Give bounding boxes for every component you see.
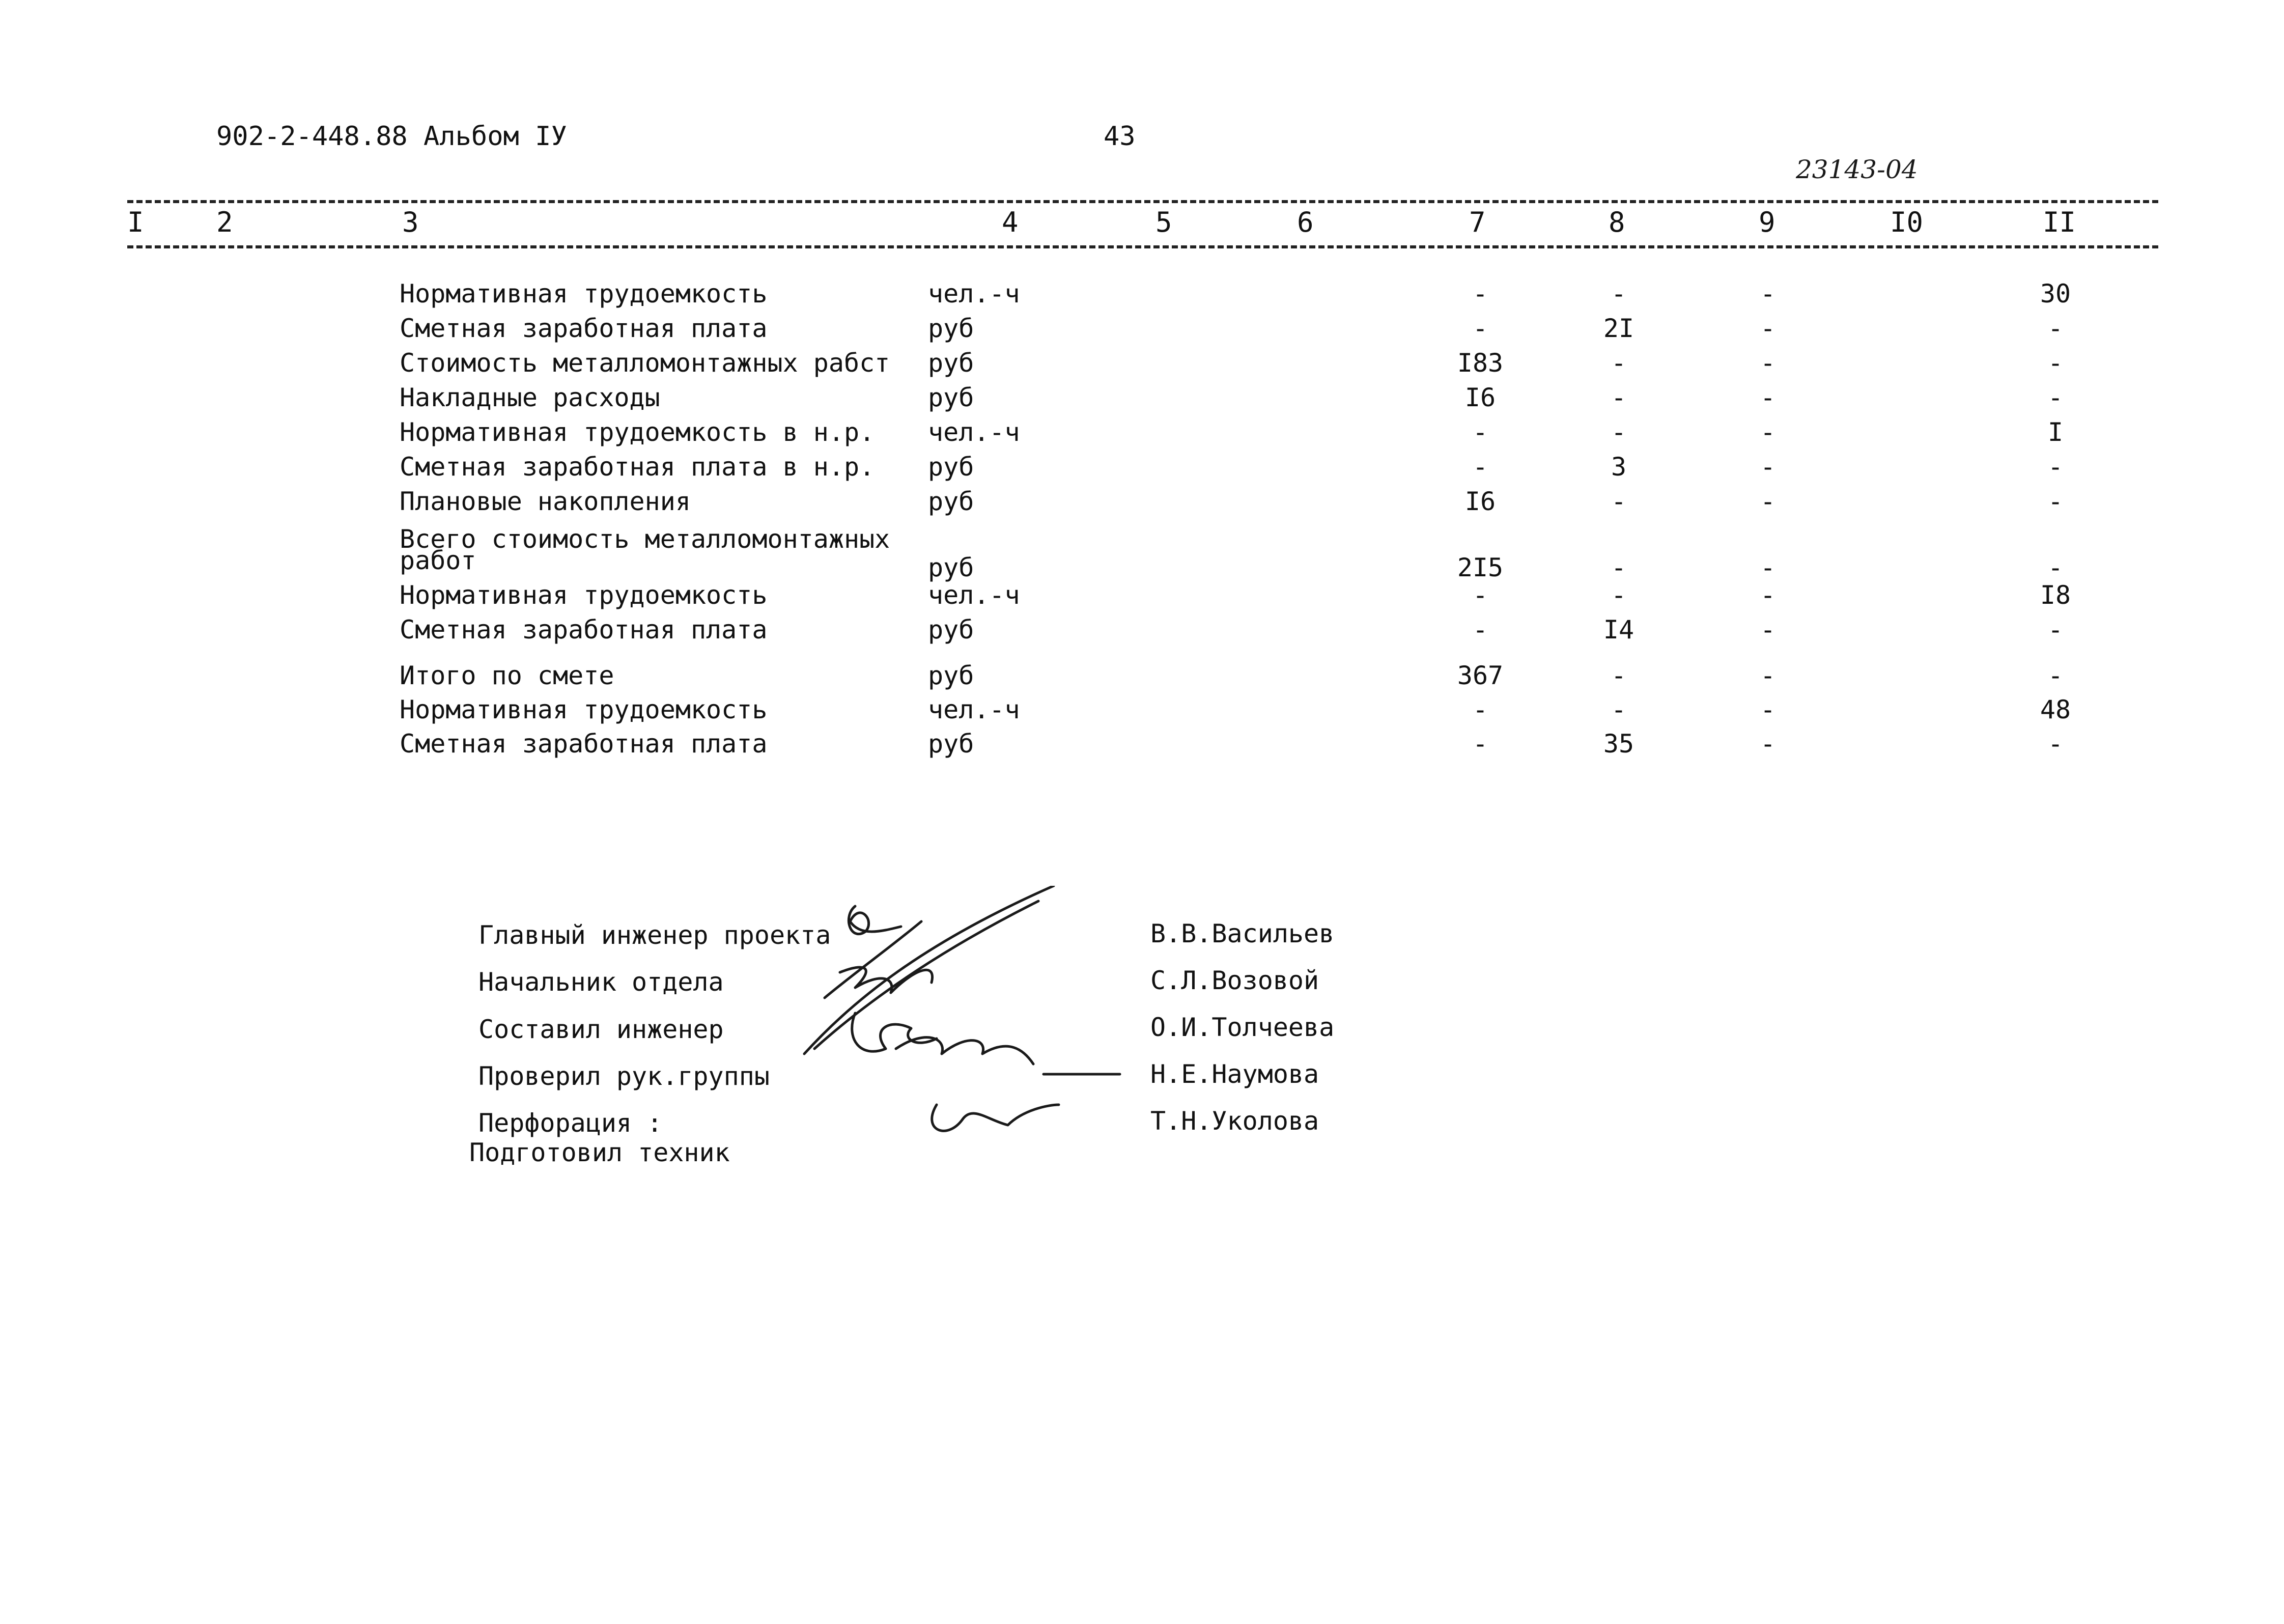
document-reference: 902-2-448.88 Альбом IУ xyxy=(216,121,567,152)
column-number: 4 xyxy=(1002,206,1019,238)
row-unit: чел.-ч xyxy=(928,580,1020,610)
signatory-title: Подготовил техник xyxy=(469,1138,730,1167)
row-value-col9: - xyxy=(1760,729,1776,759)
row-description: Сметная заработная плата xyxy=(400,314,768,343)
row-value-col11: - xyxy=(2047,615,2064,645)
column-number: 2 xyxy=(216,206,233,238)
row-description-continued: работ xyxy=(400,546,476,575)
row-description: Нормативная трудоемкость xyxy=(400,279,768,309)
row-value-col11: I8 xyxy=(2040,580,2071,610)
row-description: Нормативная трудоемкость xyxy=(400,695,768,724)
signatory-name: С.Л.Возовой xyxy=(1150,966,1319,995)
row-value-col11: - xyxy=(2047,661,2064,690)
document-code: 23143-04 xyxy=(1796,155,1918,184)
row-value-col8: I4 xyxy=(1603,615,1634,645)
signatory-title: Составил инженер xyxy=(478,1015,724,1044)
row-description: Нормативная трудоемкость в н.р. xyxy=(400,417,875,447)
row-value-col8: - xyxy=(1611,383,1627,412)
row-value-col9: - xyxy=(1760,487,1776,516)
row-unit: руб xyxy=(928,314,974,343)
row-value-col9: - xyxy=(1760,348,1776,378)
row-value-col9: - xyxy=(1760,383,1776,412)
signatory-title: Главный инженер проекта xyxy=(478,920,831,950)
row-value-col9: - xyxy=(1760,279,1776,309)
row-value-col9: - xyxy=(1760,661,1776,690)
row-unit: руб xyxy=(928,383,974,412)
row-value-col7: - xyxy=(1472,615,1488,645)
row-value-col9: - xyxy=(1760,695,1776,724)
column-number: I xyxy=(127,206,144,238)
row-value-col11: - xyxy=(2047,553,2064,582)
column-number: 3 xyxy=(402,206,419,238)
row-description: Всего стоимость металломонтажных xyxy=(400,524,890,554)
column-number: I0 xyxy=(1890,206,1924,238)
header-rule-bottom xyxy=(127,245,2158,248)
row-description: Итого по смете xyxy=(400,661,614,690)
row-value-col11: - xyxy=(2047,487,2064,516)
row-value-col8: 3 xyxy=(1611,452,1627,482)
header-rule-top xyxy=(127,200,2158,203)
row-value-col8: - xyxy=(1611,580,1627,610)
row-unit: чел.-ч xyxy=(928,695,1020,724)
row-value-col11: 30 xyxy=(2040,279,2071,309)
row-value-col9: - xyxy=(1760,417,1776,447)
row-value-col7: I83 xyxy=(1457,348,1504,378)
row-value-col8: 35 xyxy=(1603,729,1634,759)
row-value-col8: - xyxy=(1611,279,1627,309)
row-value-col7: - xyxy=(1472,279,1488,309)
row-value-col8: - xyxy=(1611,695,1627,724)
row-value-col9: - xyxy=(1760,615,1776,645)
signatory-name: В.В.Васильев xyxy=(1150,919,1335,948)
row-value-col9: - xyxy=(1760,314,1776,343)
row-value-col11: - xyxy=(2047,452,2064,482)
row-unit: руб xyxy=(928,615,974,645)
row-value-col11: - xyxy=(2047,314,2064,343)
row-value-col11: - xyxy=(2047,348,2064,378)
row-value-col8: - xyxy=(1611,348,1627,378)
row-value-col9: - xyxy=(1760,452,1776,482)
row-unit: руб xyxy=(928,348,974,378)
row-description: Сметная заработная плата xyxy=(400,729,768,759)
row-unit: чел.-ч xyxy=(928,417,1020,447)
row-description: Накладные расходы xyxy=(400,383,660,412)
handwritten-signatures xyxy=(794,886,1140,1171)
signatory-title: Перфорация : xyxy=(478,1108,663,1138)
row-value-col8: - xyxy=(1611,417,1627,447)
row-unit: руб xyxy=(928,553,974,582)
row-value-col7: I6 xyxy=(1464,383,1496,412)
column-number: 8 xyxy=(1609,206,1625,238)
row-value-col7: - xyxy=(1472,314,1488,343)
row-value-col8: 2I xyxy=(1603,314,1634,343)
row-unit: руб xyxy=(928,661,974,690)
signatory-name: Т.Н.Уколова xyxy=(1150,1106,1319,1136)
signatory-title: Проверил рук.группы xyxy=(478,1061,770,1091)
row-description: Сметная заработная плата в н.р. xyxy=(400,452,875,482)
signatory-name: Н.Е.Наумова xyxy=(1150,1059,1319,1089)
signatory-title: Начальник отдела xyxy=(478,967,724,997)
row-value-col11: I xyxy=(2047,417,2064,447)
page-number: 43 xyxy=(1104,121,1136,152)
row-value-col7: I6 xyxy=(1464,487,1496,516)
row-value-col7: - xyxy=(1472,452,1488,482)
row-value-col9: - xyxy=(1760,553,1776,582)
row-unit: руб xyxy=(928,487,974,516)
column-number: II xyxy=(2043,206,2076,238)
row-unit: руб xyxy=(928,452,974,482)
row-value-col8: - xyxy=(1611,487,1627,516)
row-value-col8: - xyxy=(1611,661,1627,690)
row-description: Стоимость металломонтажных рабст xyxy=(400,348,890,378)
signatory-name: О.И.Толчеева xyxy=(1150,1013,1335,1042)
column-number: 5 xyxy=(1155,206,1172,238)
row-description: Сметная заработная плата xyxy=(400,615,768,645)
row-value-col9: - xyxy=(1760,580,1776,610)
row-value-col7: 367 xyxy=(1457,661,1504,690)
row-value-col11: 48 xyxy=(2040,695,2071,724)
column-number: 9 xyxy=(1759,206,1775,238)
row-value-col8: - xyxy=(1611,553,1627,582)
row-value-col7: - xyxy=(1472,417,1488,447)
row-description: Плановые накопления xyxy=(400,487,691,516)
row-description: Нормативная трудоемкость xyxy=(400,580,768,610)
column-number: 6 xyxy=(1297,206,1314,238)
row-unit: чел.-ч xyxy=(928,279,1020,309)
row-value-col7: - xyxy=(1472,695,1488,724)
row-value-col7: - xyxy=(1472,729,1488,759)
column-number: 7 xyxy=(1469,206,1486,238)
row-unit: руб xyxy=(928,729,974,759)
row-value-col11: - xyxy=(2047,383,2064,412)
row-value-col7: 2I5 xyxy=(1457,553,1504,582)
row-value-col11: - xyxy=(2047,729,2064,759)
row-value-col7: - xyxy=(1472,580,1488,610)
